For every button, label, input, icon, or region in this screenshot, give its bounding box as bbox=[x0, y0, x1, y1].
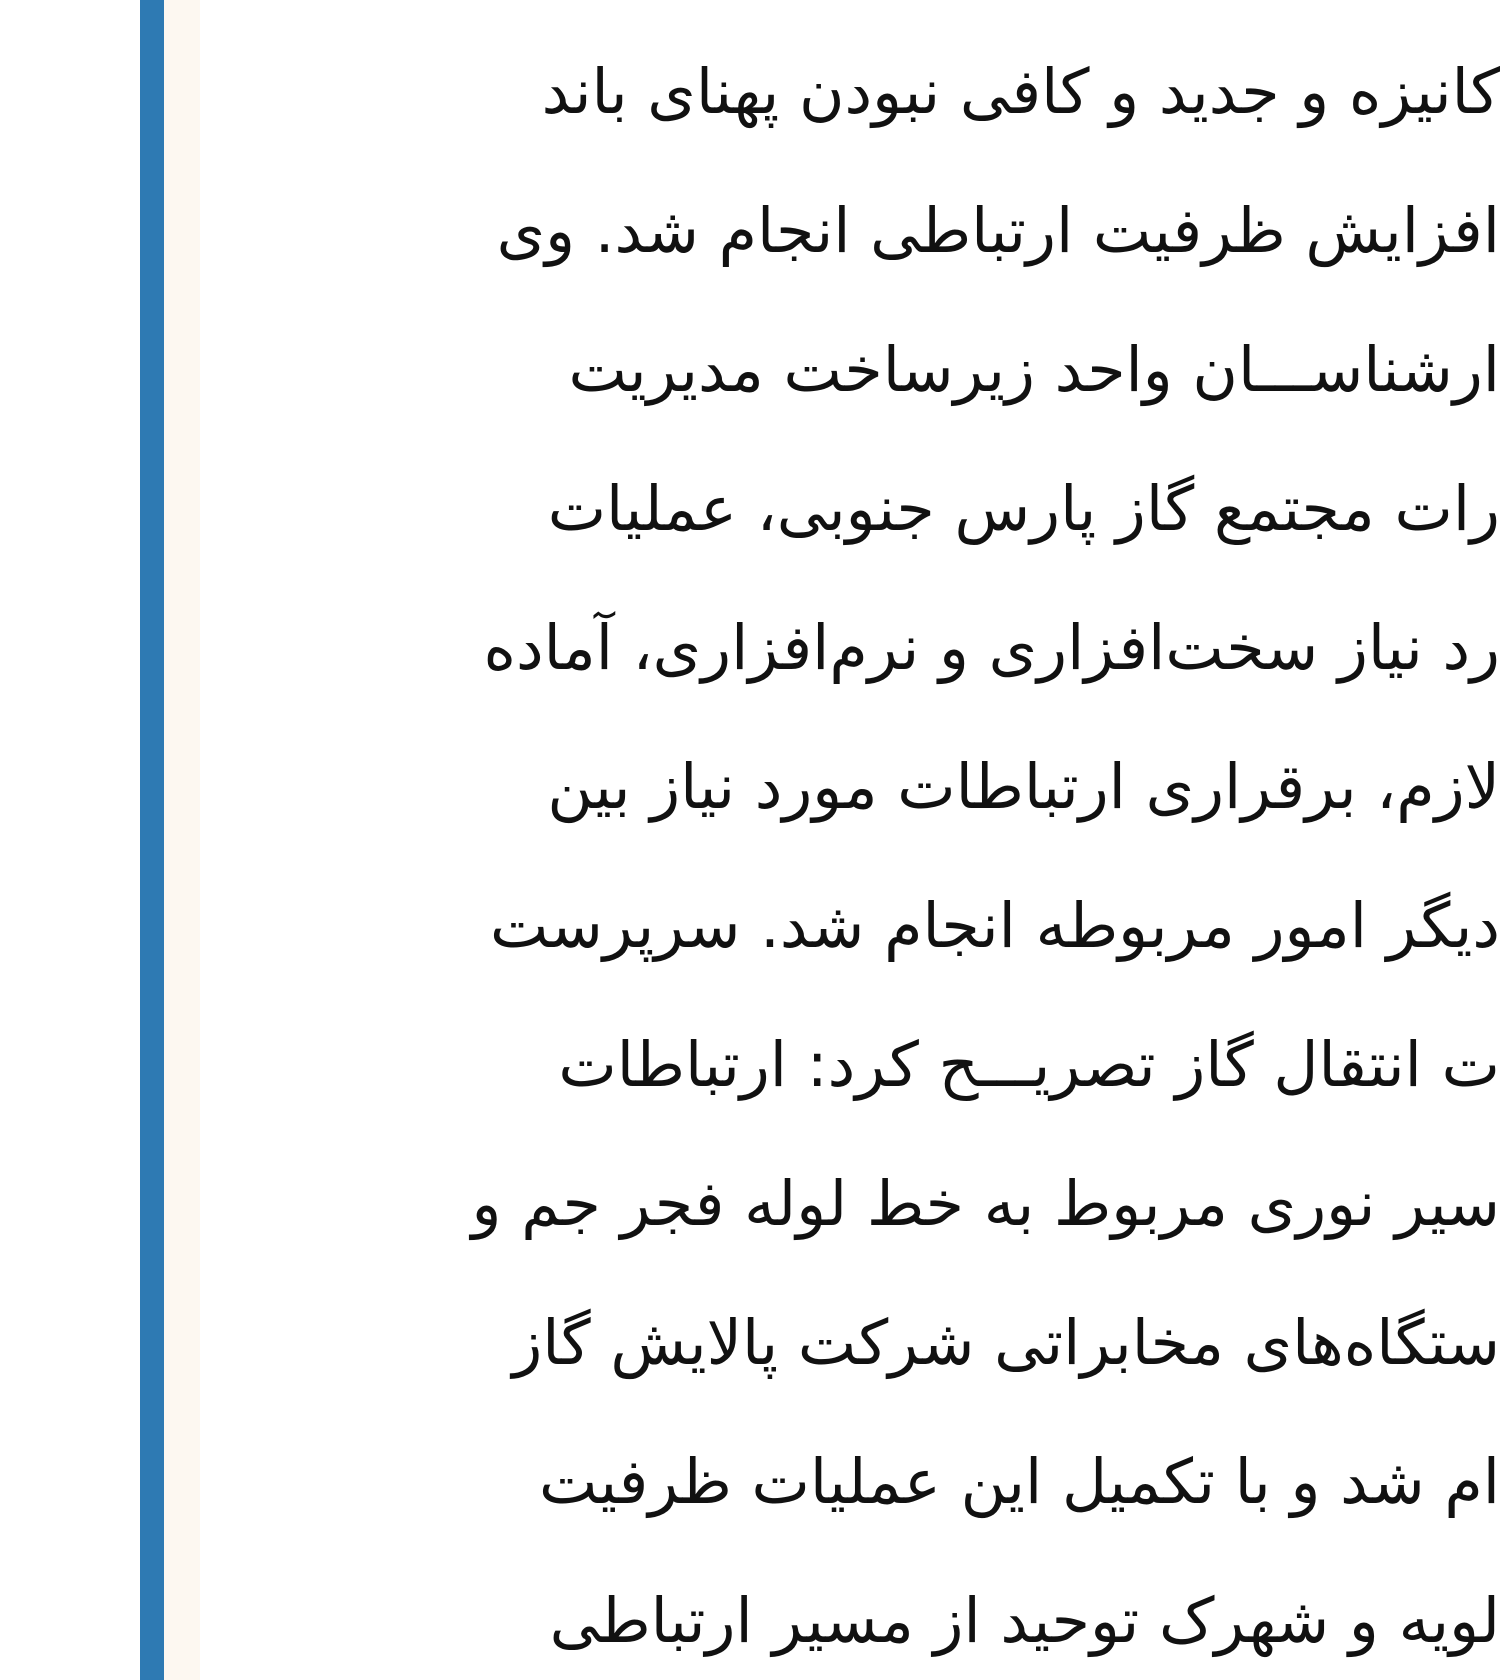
text-line: رات مجتمع گاز پارس جنوبی، عملیات bbox=[547, 472, 1500, 545]
text-line: لازم، برقراری ارتباطات مورد نیاز بین bbox=[547, 750, 1500, 823]
accent-bar bbox=[140, 0, 164, 1680]
text-line: دیگر امور مربوطه انجام شد. سرپرست bbox=[490, 889, 1500, 962]
article-body bbox=[200, 0, 1500, 1680]
inner-gutter bbox=[164, 0, 200, 1680]
left-margin bbox=[0, 0, 140, 1680]
text-line: ستگاه‌های مخابراتی شرکت پالایش گاز bbox=[512, 1306, 1500, 1379]
text-line: لویه و شهرک توحید از مسیر ارتباطی bbox=[549, 1584, 1500, 1657]
text-line: ت انتقال گاز تصریـــح کرد: ارتباطات bbox=[558, 1028, 1500, 1101]
text-line: سیر نوری مربوط به خط لوله فجر جم و bbox=[471, 1167, 1500, 1240]
article-text bbox=[228, 22, 1500, 1680]
text-line: کانیزه و جدید و کافی نبودن پهنای باند bbox=[541, 55, 1500, 128]
text-line: افزایش ظرفیت ارتباطی انجام شد. وی bbox=[496, 194, 1500, 267]
text-line: رد نیاز سخت‌افزاری و نرم‌افزاری، آماده bbox=[483, 611, 1500, 684]
text-line: ارشناســـان واحد زیرساخت مدیریت bbox=[568, 333, 1500, 406]
text-line: ام شد و با تکمیل این عملیات ظرفیت bbox=[539, 1445, 1500, 1518]
